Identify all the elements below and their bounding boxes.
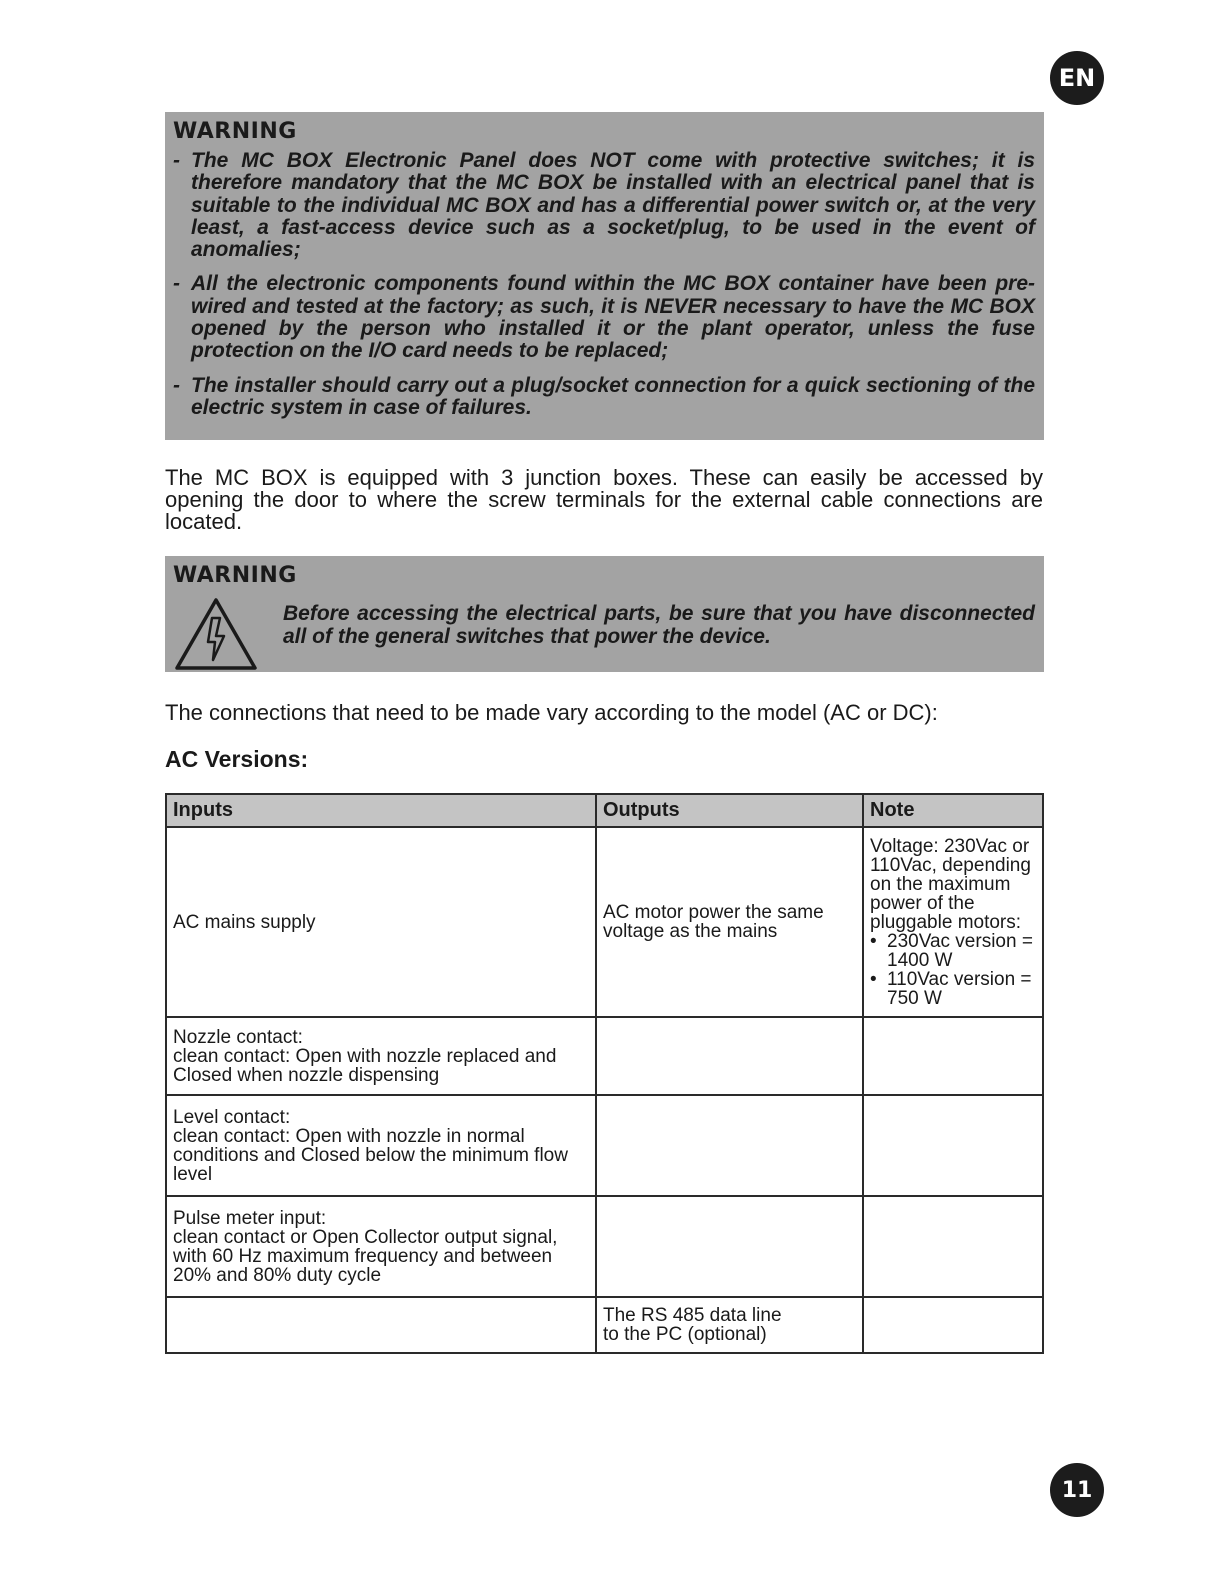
table-cell-note — [863, 1297, 1043, 1353]
note-bullet-list — [870, 932, 1036, 1008]
table-cell-inputs — [166, 1297, 596, 1353]
connections-paragraph: The connections that need to be made vary according to the model (AC or DC): — [165, 700, 938, 725]
table-cell-outputs — [596, 1196, 863, 1297]
column-header-outputs: Outputs — [596, 794, 863, 827]
table-cell-outputs: The RS 485 data line to the PC (optional) — [596, 1297, 863, 1353]
table-cell-outputs — [596, 1095, 863, 1196]
table-row — [166, 1017, 1043, 1095]
warning-box-electrical — [165, 556, 1044, 672]
table-cell-outputs: AC motor power the same voltage as the mains — [596, 827, 863, 1017]
warning-box-protective-switches — [165, 112, 1044, 440]
table-cell-note — [863, 1095, 1043, 1196]
warning-item-text: The installer should carry out a plug/socket connection for a quick sectioning of the electric system in case of failures. — [191, 373, 1035, 419]
list-item: • 230Vac version = 1400 W — [870, 930, 1033, 971]
list-item: • 110Vac version = 750 W — [870, 968, 1032, 1009]
section-heading: AC Versions: — [165, 746, 309, 772]
language-badge: EN — [1050, 51, 1104, 105]
table-cell-inputs: Nozzle contact: clean contact: Open with nozzle replaced and Closed when nozzle dispensing — [166, 1017, 596, 1095]
warning-text: Before accessing the electrical parts, be sure that you have disconnected all of the general switches that power the device. — [283, 602, 1035, 648]
table-cell-note: Voltage: 230Vac or 110Vac, depending on the maximum power of the pluggable motors: • 230Vac version = 1400 W • 110Vac version = 750 W — [863, 827, 1043, 1017]
table-cell-note — [863, 1017, 1043, 1095]
table-cell-inputs: Level contact: clean contact: Open with nozzle in normal conditions and Closed below the minimum flow level — [166, 1095, 596, 1196]
ac-connections-table — [165, 793, 1044, 1354]
warning-item-text: All the electronic components found within the MC BOX container have been pre-wired and tested at the factory; as such, it is NEVER necessary to have the MC BOX opened by the person who installed it or the plant operator, unless the fuse protection on the I/O card needs to be replaced; — [191, 272, 1035, 363]
table-cell-note — [863, 1196, 1043, 1297]
warning-title: WARNING — [173, 563, 297, 588]
warning-item: - All the electronic components found within the MC BOX container have been pre-wired and tested at the factory; as such, it is NEVER necessary to have the MC BOX opened by the person who installed it or the plant operator, unless the fuse protection on the I/O card needs to be replaced; — [173, 272, 1035, 363]
table-cell-inputs: AC mains supply — [166, 827, 596, 1017]
electrical-hazard-icon — [173, 596, 283, 677]
column-header-note: Note — [863, 794, 1043, 827]
table-cell-outputs — [596, 1017, 863, 1095]
warning-title: WARNING — [173, 119, 297, 144]
table-row — [166, 1095, 1043, 1196]
table-row — [166, 1297, 1043, 1353]
table-header-row — [166, 794, 1043, 827]
warning-item-text: The MC BOX Electronic Panel does NOT come with protective switches; it is therefore mandatory that the MC BOX be installed with an electrical panel that is suitable to the individual MC BOX and has a differential power switch or, at the very least, a fast-access device such as a socket/plug, to be used in the event of anomalies; — [191, 149, 1035, 262]
column-header-inputs: Inputs — [166, 794, 596, 827]
junction-boxes-paragraph: The MC BOX is equipped with 3 junction boxes. These can easily be accessed by opening the door to where the screw terminals for the external cable connections are located. — [165, 465, 1043, 534]
table-row — [166, 827, 1043, 1017]
warning-item: - The installer should carry out a plug/socket connection for a quick sectioning of the electric system in case of failures. — [173, 373, 1035, 419]
table-cell-inputs: Pulse meter input: clean contact or Open Collector output signal, with 60 Hz maximum frequency and between 20% and 80% duty cycle — [166, 1196, 596, 1297]
warning-item: - The MC BOX Electronic Panel does NOT come with protective switches; it is therefore mandatory that the MC BOX be installed with an electrical panel that is suitable to the individual MC BOX and has a differential power switch or, at the very least, a fast-access device such as a socket/plug, to be used in the event of anomalies; — [173, 149, 1035, 262]
table-row — [166, 1196, 1043, 1297]
page-number-badge: 11 — [1050, 1463, 1104, 1517]
